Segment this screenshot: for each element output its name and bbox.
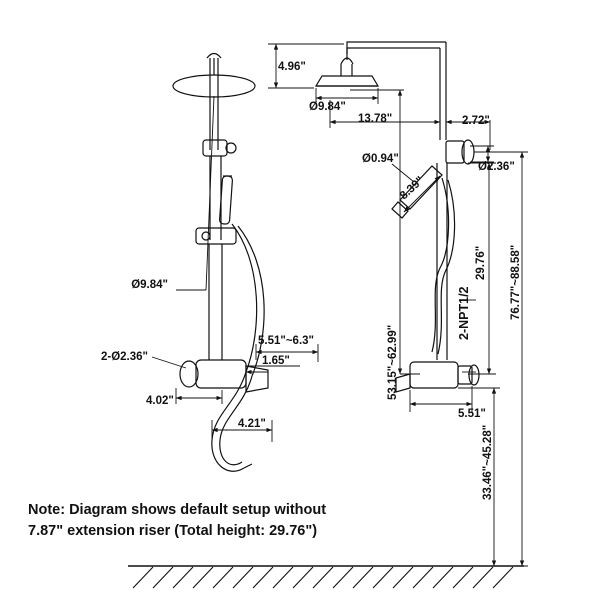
dim-right-valve-height-range: 33.46"~45.28" [482, 424, 494, 500]
dim-right-head-diameter: Ø9.84" [309, 101, 346, 113]
dim-left-mount-holes: 2-Ø2.36" [100, 351, 148, 363]
dim-right-riser-height: 29.76" [475, 245, 487, 280]
dim-right-total-height: 76.77"~88.58" [510, 244, 522, 320]
dim-left-handle-drop: 4.21" [238, 418, 266, 430]
ground-hatch [128, 566, 524, 588]
dim-right-wall-to-riser: 2.72" [462, 115, 490, 127]
dim-right-handset-length: 8.39" [397, 174, 427, 203]
dim-right-arm-reach: 13.78" [358, 113, 393, 125]
dim-right-head-height: 4.96" [278, 61, 306, 73]
diagram-note: Note: Diagram shows default setup without 7.87" extension riser (Total height: 29.76") [28, 502, 327, 540]
dim-right-inlet-thread: 2-NPT1/2 [457, 286, 471, 340]
dim-left-valve-offset: 4.02" [146, 395, 174, 407]
left-view-shower [173, 54, 268, 472]
dim-left-head-diameter: Ø9.84" [131, 279, 168, 291]
dim-right-outlet-diameter: Ø2.36" [478, 161, 515, 173]
dim-right-valve-width: 5.51" [458, 408, 486, 420]
dim-right-head-height-range: 53.15"~62.99" [387, 324, 399, 400]
left-dimension-lines [152, 96, 318, 442]
dim-left-slide-range: 5.51"~6.3" [258, 335, 314, 347]
dim-left-spout-projection: 1.65" [262, 355, 290, 367]
dim-right-handset-diameter: Ø0.94" [362, 153, 399, 165]
